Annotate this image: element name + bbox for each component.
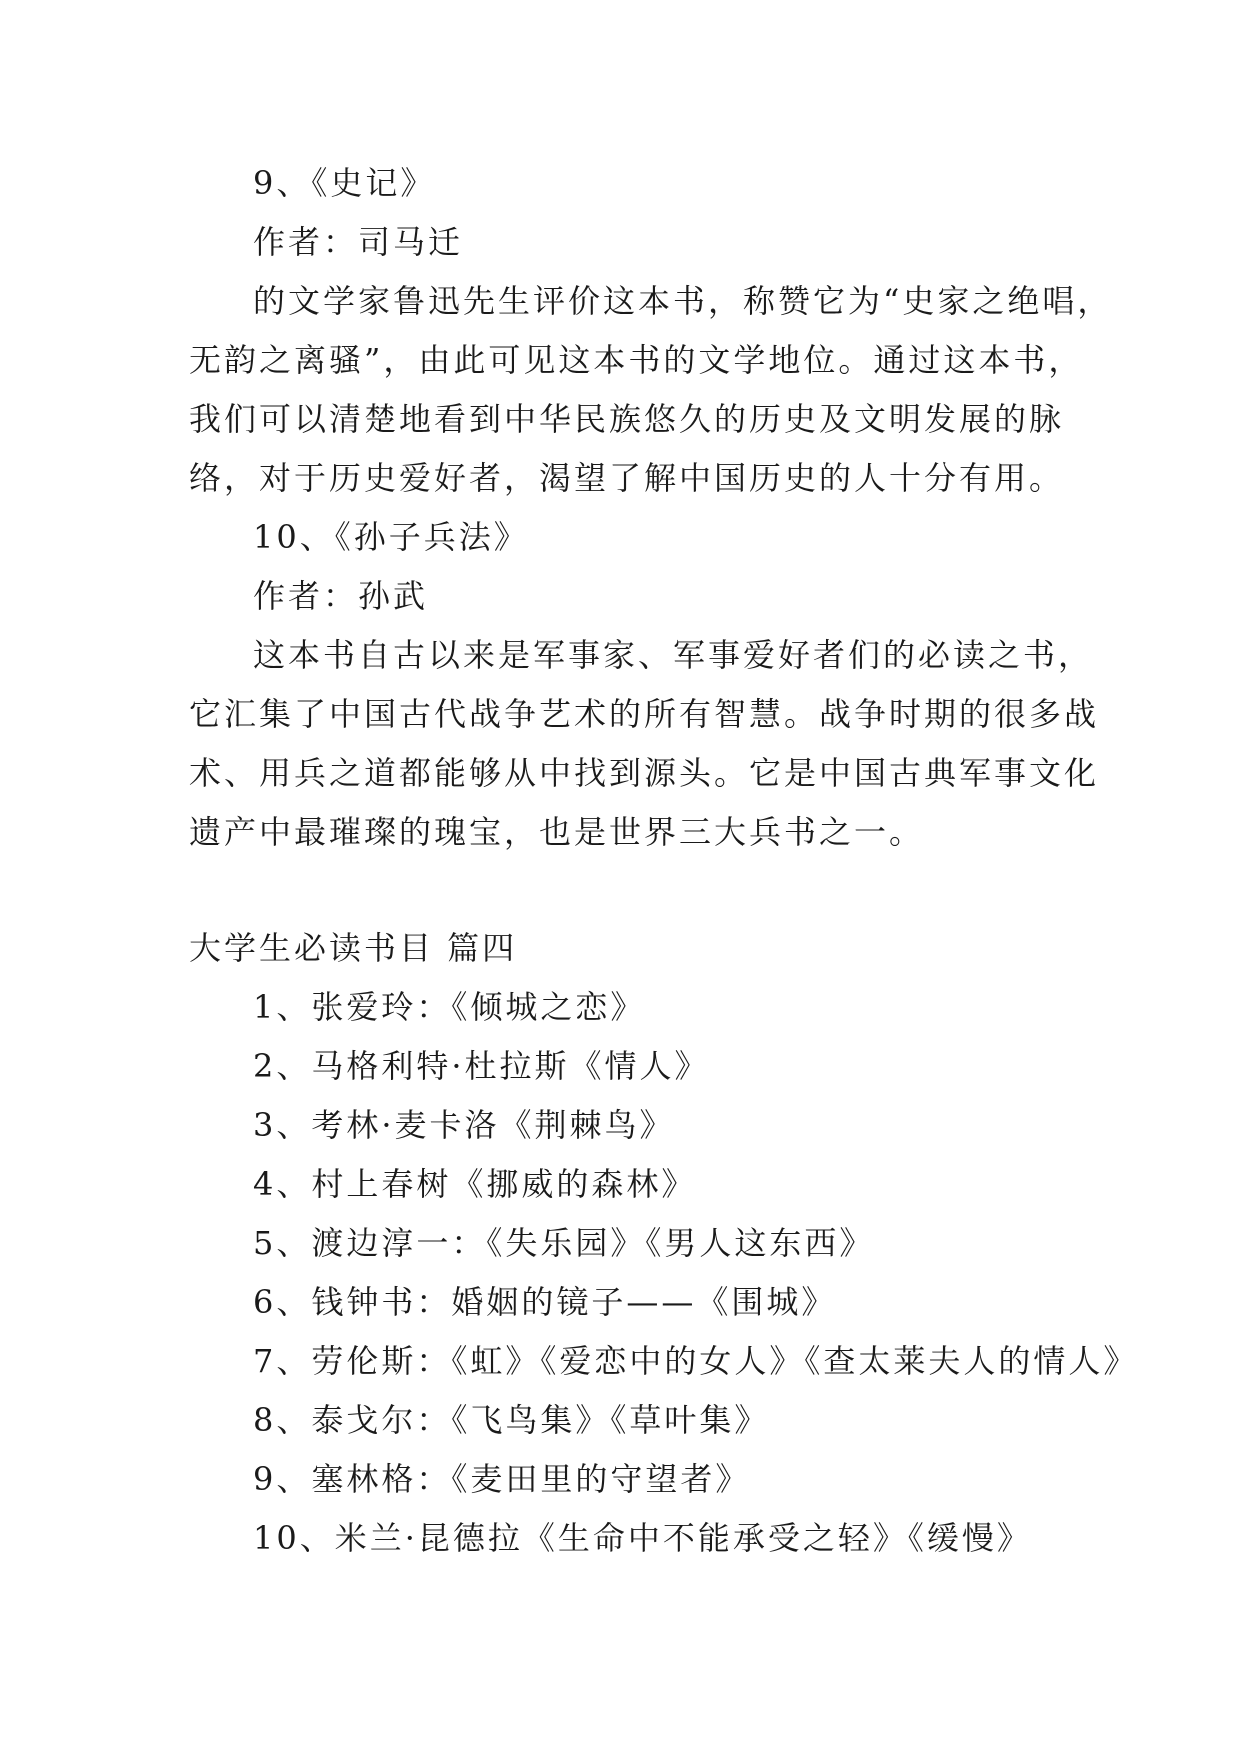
list-item: 5、渡边淳一：《失乐园》《男人这东西》 — [253, 1224, 875, 1262]
book9-desc-line-2: 无韵之离骚”，由此可见这本书的文学地位。通过这本书， — [189, 341, 1084, 379]
list-item: 7、劳伦斯：《虹》《爱恋中的女人》《查太莱夫人的情人》 — [253, 1342, 1139, 1380]
book9-title: 9、《史记》 — [253, 164, 436, 202]
book10-desc-line-2: 它汇集了中国古代战争艺术的所有智慧。战争时期的很多战 — [189, 695, 1100, 733]
list-item: 1、张爱玲：《倾城之恋》 — [253, 988, 646, 1026]
book10-desc-line-3: 术、用兵之道都能够从中找到源头。它是中国古典军事文化 — [189, 754, 1100, 792]
list-item: 2、马格利特·杜拉斯《情人》 — [253, 1047, 710, 1085]
book10-desc-line-4: 遗产中最璀璨的瑰宝，也是世界三大兵书之一。 — [189, 813, 925, 851]
book9-desc-line-1: 的文学家鲁迅先生评价这本书，称赞它为“史家之绝唱， — [253, 282, 1113, 320]
list-item: 4、村上春树《挪威的森林》 — [253, 1165, 697, 1203]
book10-author: 作者：孙武 — [253, 577, 429, 615]
list-item: 9、塞林格：《麦田里的守望者》 — [253, 1460, 751, 1498]
list-item: 10、米兰·昆德拉《生命中不能承受之轻》《缓慢》 — [253, 1519, 1032, 1557]
book9-author: 作者：司马迁 — [253, 223, 464, 261]
list-item: 8、泰戈尔：《飞鸟集》《草叶集》 — [253, 1401, 770, 1439]
book10-title: 10、《孙子兵法》 — [253, 518, 529, 556]
section-heading: 大学生必读书目 篇四 — [189, 929, 518, 967]
book9-desc-line-4: 络，对于历史爱好者，渴望了解中国历史的人十分有用。 — [189, 459, 1065, 497]
list-item: 3、考林·麦卡洛《荆棘鸟》 — [253, 1106, 675, 1144]
book10-desc-line-1: 这本书自古以来是军事家、军事爱好者们的必读之书， — [253, 636, 1094, 674]
book9-desc-line-3: 我们可以清楚地看到中华民族悠久的历史及文明发展的脉 — [189, 400, 1065, 438]
list-item: 6、钱钟书：婚姻的镜子——《围城》 — [253, 1283, 837, 1321]
